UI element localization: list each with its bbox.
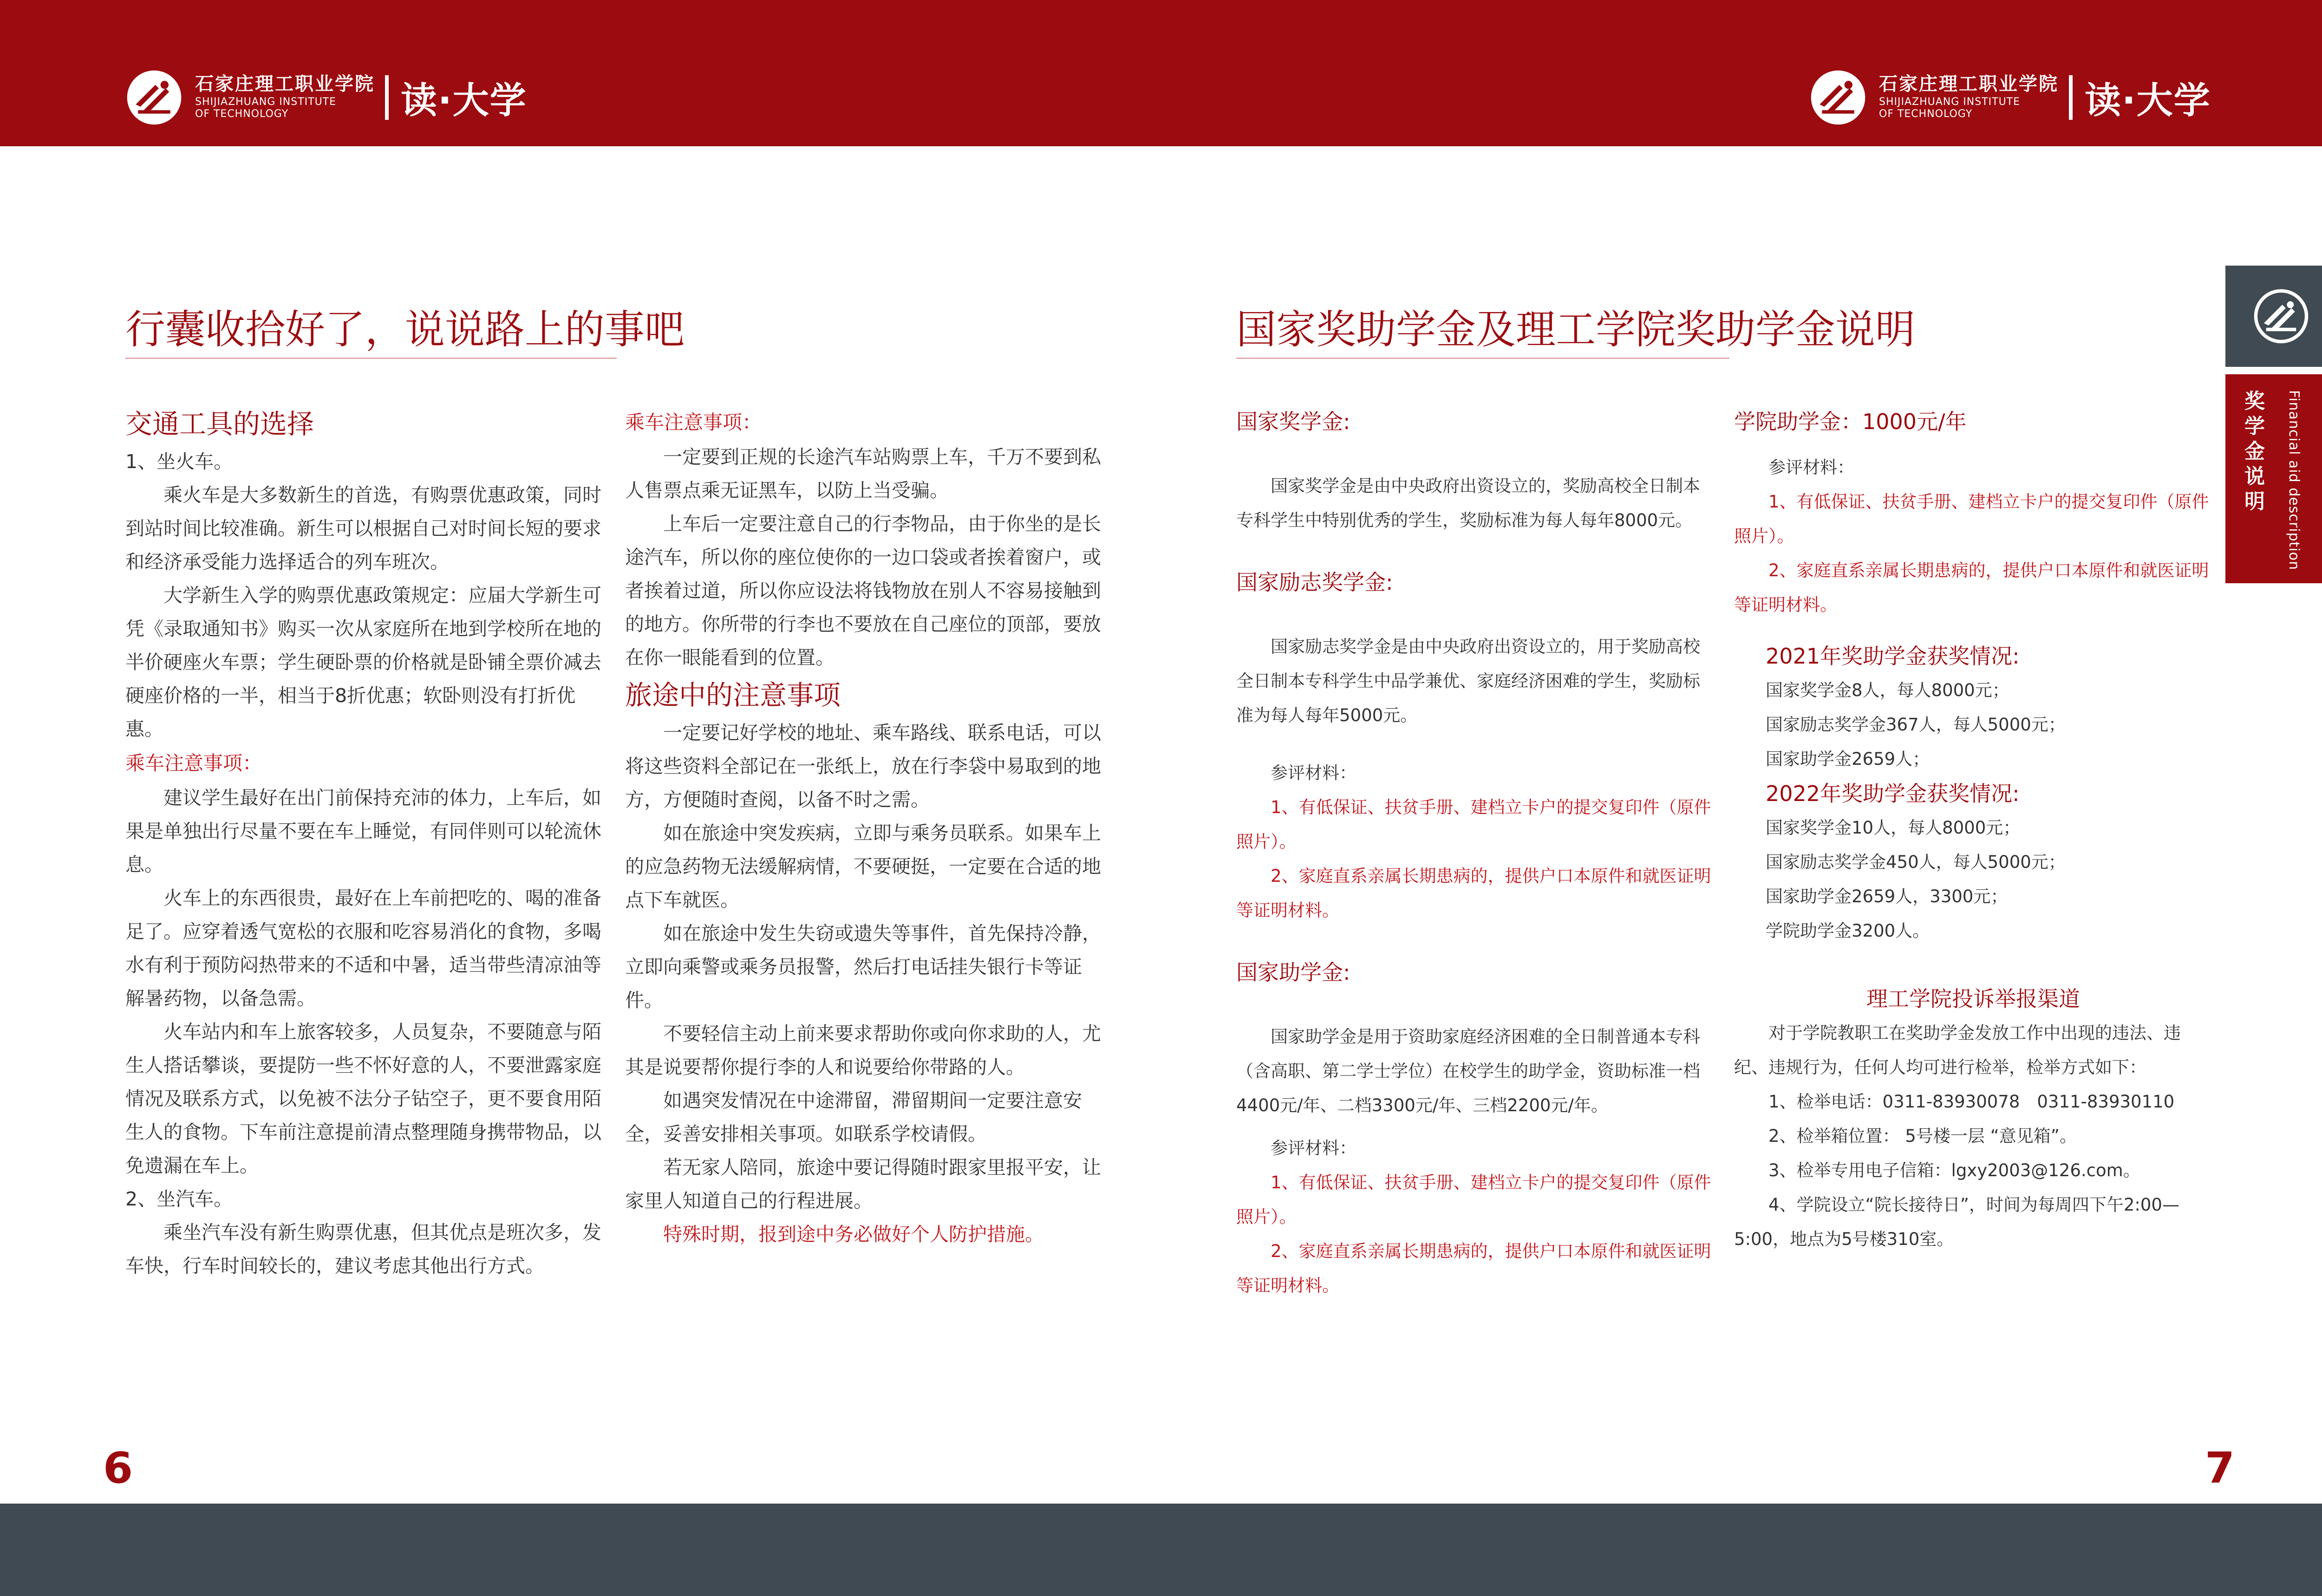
paragraph: 若无家人陪同，旅途中要记得随时跟家里报平安，让家里人知道自己的行程进展。 bbox=[625, 1156, 1101, 1212]
material-item: 1、有低保证、扶贫手册、建档立卡户的提交复印件（原件照片）。 bbox=[1236, 797, 1711, 852]
school-logo-icon bbox=[2252, 287, 2310, 345]
material-item: 2、家庭直系亲属长期患病的，提供户口本原件和就医证明等证明材料。 bbox=[1236, 866, 1711, 920]
left-page-title: 行囊收拾好了，说说路上的事吧 bbox=[125, 306, 685, 353]
national-scholarship-heading: 国家奖学金: bbox=[1236, 409, 1350, 434]
bus-item: 2、坐汽车。 bbox=[125, 1188, 233, 1210]
school-logo-icon bbox=[1809, 69, 1867, 126]
school-name-cn: 石家庄理工职业学院 bbox=[1879, 73, 2059, 95]
award-line: 国家励志奖学金367人，每人5000元； bbox=[1766, 715, 2066, 735]
page-number-right: 7 bbox=[2205, 1443, 2235, 1493]
college-grant-heading: 学院助学金：1000元/年 bbox=[1734, 409, 1967, 434]
paragraph: 乘火车是大多数新生的首选，有购票优惠政策，同时到站时间比较准确。新生可以根据自己对时间长短的要求和经济承受能力选择适合的列车班次。 bbox=[125, 484, 601, 573]
bus-notes-heading: 乘车注意事项： bbox=[625, 411, 762, 434]
side-tab bbox=[2225, 266, 2322, 583]
paragraph: 一定要到正规的长途汽车站购票上车，千万不要到私人售票点乘无证黑车，以防上当受骗。 bbox=[625, 446, 1101, 502]
award-line: 国家励志奖学金450人，每人5000元； bbox=[1766, 852, 2066, 872]
school-name-en-2: OF TECHNOLOGY bbox=[195, 108, 289, 120]
special-notice: 特殊时期，报到途中务必做好个人防护措施。 bbox=[663, 1223, 1044, 1245]
paragraph: 如在旅途中突发疾病，立即与乘务员联系。如果车上的应急药物无法缓解病情，不要硬挺，一定要在合适的地点下车就医。 bbox=[625, 822, 1101, 911]
paragraph: 大学新生入学的购票优惠政策规定：应届大学新生可凭《录取通知书》购买一次从家庭所在地到学校所在地的半价硬座火车票；学生硬卧票的价格就是卧铺全票价减去硬座价格的一半，相当于8折优惠；软卧则没有打折优惠。 bbox=[125, 584, 601, 740]
paragraph: 火车站内和车上旅客较多，人员复杂，不要随意与陌生人搭话攀谈，要提防一些不怀好意的人，不要泄露家庭情况及联系方式，以免被不法分子钻空子，更不要食用陌生人的食物。下车前注意提前清点整理随身携带物品，以免遗漏在车上。 bbox=[125, 1021, 601, 1177]
transport-heading: 交通工具的选择 bbox=[125, 408, 314, 440]
material-item: 2、家庭直系亲属长期患病的，提供户口本原件和就医证明等证明材料。 bbox=[1734, 560, 2209, 615]
award-line: 国家奖学金10人，每人8000元； bbox=[1766, 818, 2021, 838]
materials-label: 参评材料： bbox=[1768, 457, 1854, 477]
side-tab-en: Financial aid description bbox=[2286, 390, 2302, 571]
side-tab-icon-box bbox=[2225, 266, 2322, 367]
paragraph: 不要轻信主动上前来要求帮助你或向你求助的人，尤其是说要帮你提行李的人和说要给你带路的人。 bbox=[625, 1023, 1101, 1078]
side-tab-label bbox=[2225, 374, 2322, 583]
paragraph: 国家奖学金是由中央政府出资设立的，奖励高校全日制本专科学生中特别优秀的学生，奖励标准为每人每年8000元。 bbox=[1236, 476, 1700, 530]
paragraph: 国家励志奖学金是由中央政府出资设立的，用于奖励高校全日制本专科学生中品学兼优、家庭经济困难的学生，奖励标准为每人每年5000元。 bbox=[1236, 637, 1700, 725]
right-column-2 bbox=[1734, 403, 2212, 1257]
right-title-rule bbox=[1236, 358, 1729, 359]
school-name-en-1: SHIJIAZHUANG INSTITUTE bbox=[195, 96, 337, 108]
slogan: 读·大学 bbox=[2085, 80, 2211, 122]
paragraph: 一定要记好学校的地址、乘车路线、联系电话，可以将这些资料全部记在一张纸上，放在行李袋中易取到的地方，方便随时查阅，以备不时之需。 bbox=[625, 722, 1101, 811]
award-line: 国家助学金2659人，3300元； bbox=[1766, 886, 2008, 906]
left-column-2 bbox=[625, 405, 1101, 1251]
page-number-left: 6 bbox=[103, 1443, 133, 1493]
paragraph: 建议学生最好在出门前保持充沛的体力，上车后，如果是单独出行尽量不要在车上睡觉，有同伴则可以轮流休息。 bbox=[125, 787, 601, 876]
encouragement-scholarship-heading: 国家励志奖学金: bbox=[1236, 570, 1393, 595]
school-name-en-2: OF TECHNOLOGY bbox=[1879, 108, 1973, 120]
brand-right bbox=[1809, 65, 2211, 130]
material-item: 1、有低保证、扶贫手册、建档立卡户的提交复印件（原件照片）。 bbox=[1236, 1173, 1711, 1227]
award-line: 国家助学金2659人； bbox=[1766, 749, 1930, 769]
reception-day: 4、学院设立“院长接待日”，时间为每周四下午2:00—5:00，地点为5号楼310室。 bbox=[1734, 1195, 2179, 1249]
award-line: 国家奖学金8人，每人8000元； bbox=[1766, 680, 2009, 700]
side-tab-cn: 奖学金说明 bbox=[2241, 390, 2264, 515]
divider bbox=[385, 75, 389, 120]
right-page-title: 国家奖助学金及理工学院奖助学金说明 bbox=[1236, 306, 1915, 353]
complaint-box: 2、检举箱位置： 5号楼一层 “意见箱”。 bbox=[1768, 1126, 2077, 1146]
school-name-cn: 石家庄理工职业学院 bbox=[195, 73, 375, 95]
footer-bar bbox=[0, 1504, 2322, 1596]
journey-heading: 旅途中的注意事项 bbox=[625, 679, 841, 711]
complaint-channel-heading: 理工学院投诉举报渠道 bbox=[1866, 986, 2080, 1011]
paragraph: 如在旅途中发生失窃或遗失等事件，首先保持冷静，立即向乘警或乘务员报警，然后打电话挂失银行卡等证件。 bbox=[625, 922, 1101, 1011]
materials-label: 参评材料： bbox=[1271, 1138, 1357, 1158]
paragraph: 国家助学金是用于资助家庭经济困难的全日制普通本专科（含高职、第二学士学位）在校学生的助学金，资助标准一档4400元/年、二档3300元/年、三档2200元/年。 bbox=[1236, 1027, 1700, 1115]
right-column-1 bbox=[1236, 403, 1715, 1303]
left-title-rule bbox=[125, 358, 617, 359]
national-grant-heading: 国家助学金: bbox=[1236, 960, 1350, 985]
brand-left bbox=[125, 65, 527, 130]
slogan: 读·大学 bbox=[401, 80, 527, 122]
complaint-email: 3、检举专用电子信箱：lgxy2003@126.com。 bbox=[1768, 1160, 2140, 1180]
award-line: 学院助学金3200人。 bbox=[1766, 921, 1930, 941]
school-name-en-1: SHIJIAZHUANG INSTITUTE bbox=[1879, 96, 2021, 108]
material-item: 1、有低保证、扶贫手册、建档立卡户的提交复印件（原件照片）。 bbox=[1734, 492, 2209, 546]
train-notes-heading: 乘车注意事项： bbox=[125, 752, 262, 775]
awards-2021-heading: 2021年奖助学金获奖情况: bbox=[1766, 644, 2020, 669]
left-column-1 bbox=[125, 403, 601, 1283]
school-logo-icon bbox=[125, 69, 183, 126]
material-item: 2、家庭直系亲属长期患病的，提供户口本原件和就医证明等证明材料。 bbox=[1236, 1241, 1711, 1296]
awards-2022-heading: 2022年奖助学金获奖情况: bbox=[1766, 781, 2020, 806]
complaint-phone: 1、检举电话：0311-83930078 0311-83930110 bbox=[1768, 1092, 2175, 1112]
divider bbox=[2069, 75, 2073, 120]
paragraph: 如遇突发情况在中途滞留，滞留期间一定要注意安全，妥善安排相关事项。如联系学校请假。 bbox=[625, 1089, 1082, 1145]
train-item: 1、坐火车。 bbox=[125, 450, 233, 473]
paragraph: 对于学院教职工在奖助学金发放工作中出现的违法、违纪、违规行为，任何人均可进行检举，检举方式如下： bbox=[1734, 1023, 2181, 1077]
paragraph: 火车上的东西很贵，最好在上车前把吃的、喝的准备足了。应穿着透气宽松的衣服和吃容易消化的食物，多喝水有利于预防闷热带来的不适和中暑，适当带些清凉油等解暑药物，以备急需。 bbox=[125, 887, 601, 1010]
paragraph: 上车后一定要注意自己的行李物品，由于你坐的是长途汽车，所以你的座位使你的一边口袋或者挨着窗户，或者挨着过道，所以你应设法将钱物放在别人不容易接触到的地方。你所带的行李也不要放在自己座位的顶部，要放在你一眼能看到的位置。 bbox=[625, 513, 1101, 669]
paragraph: 乘坐汽车没有新生购票优惠，但其优点是班次多，发车快，行车时间较长的，建议考虑其他出行方式。 bbox=[125, 1221, 601, 1277]
materials-label: 参评材料： bbox=[1271, 763, 1357, 783]
